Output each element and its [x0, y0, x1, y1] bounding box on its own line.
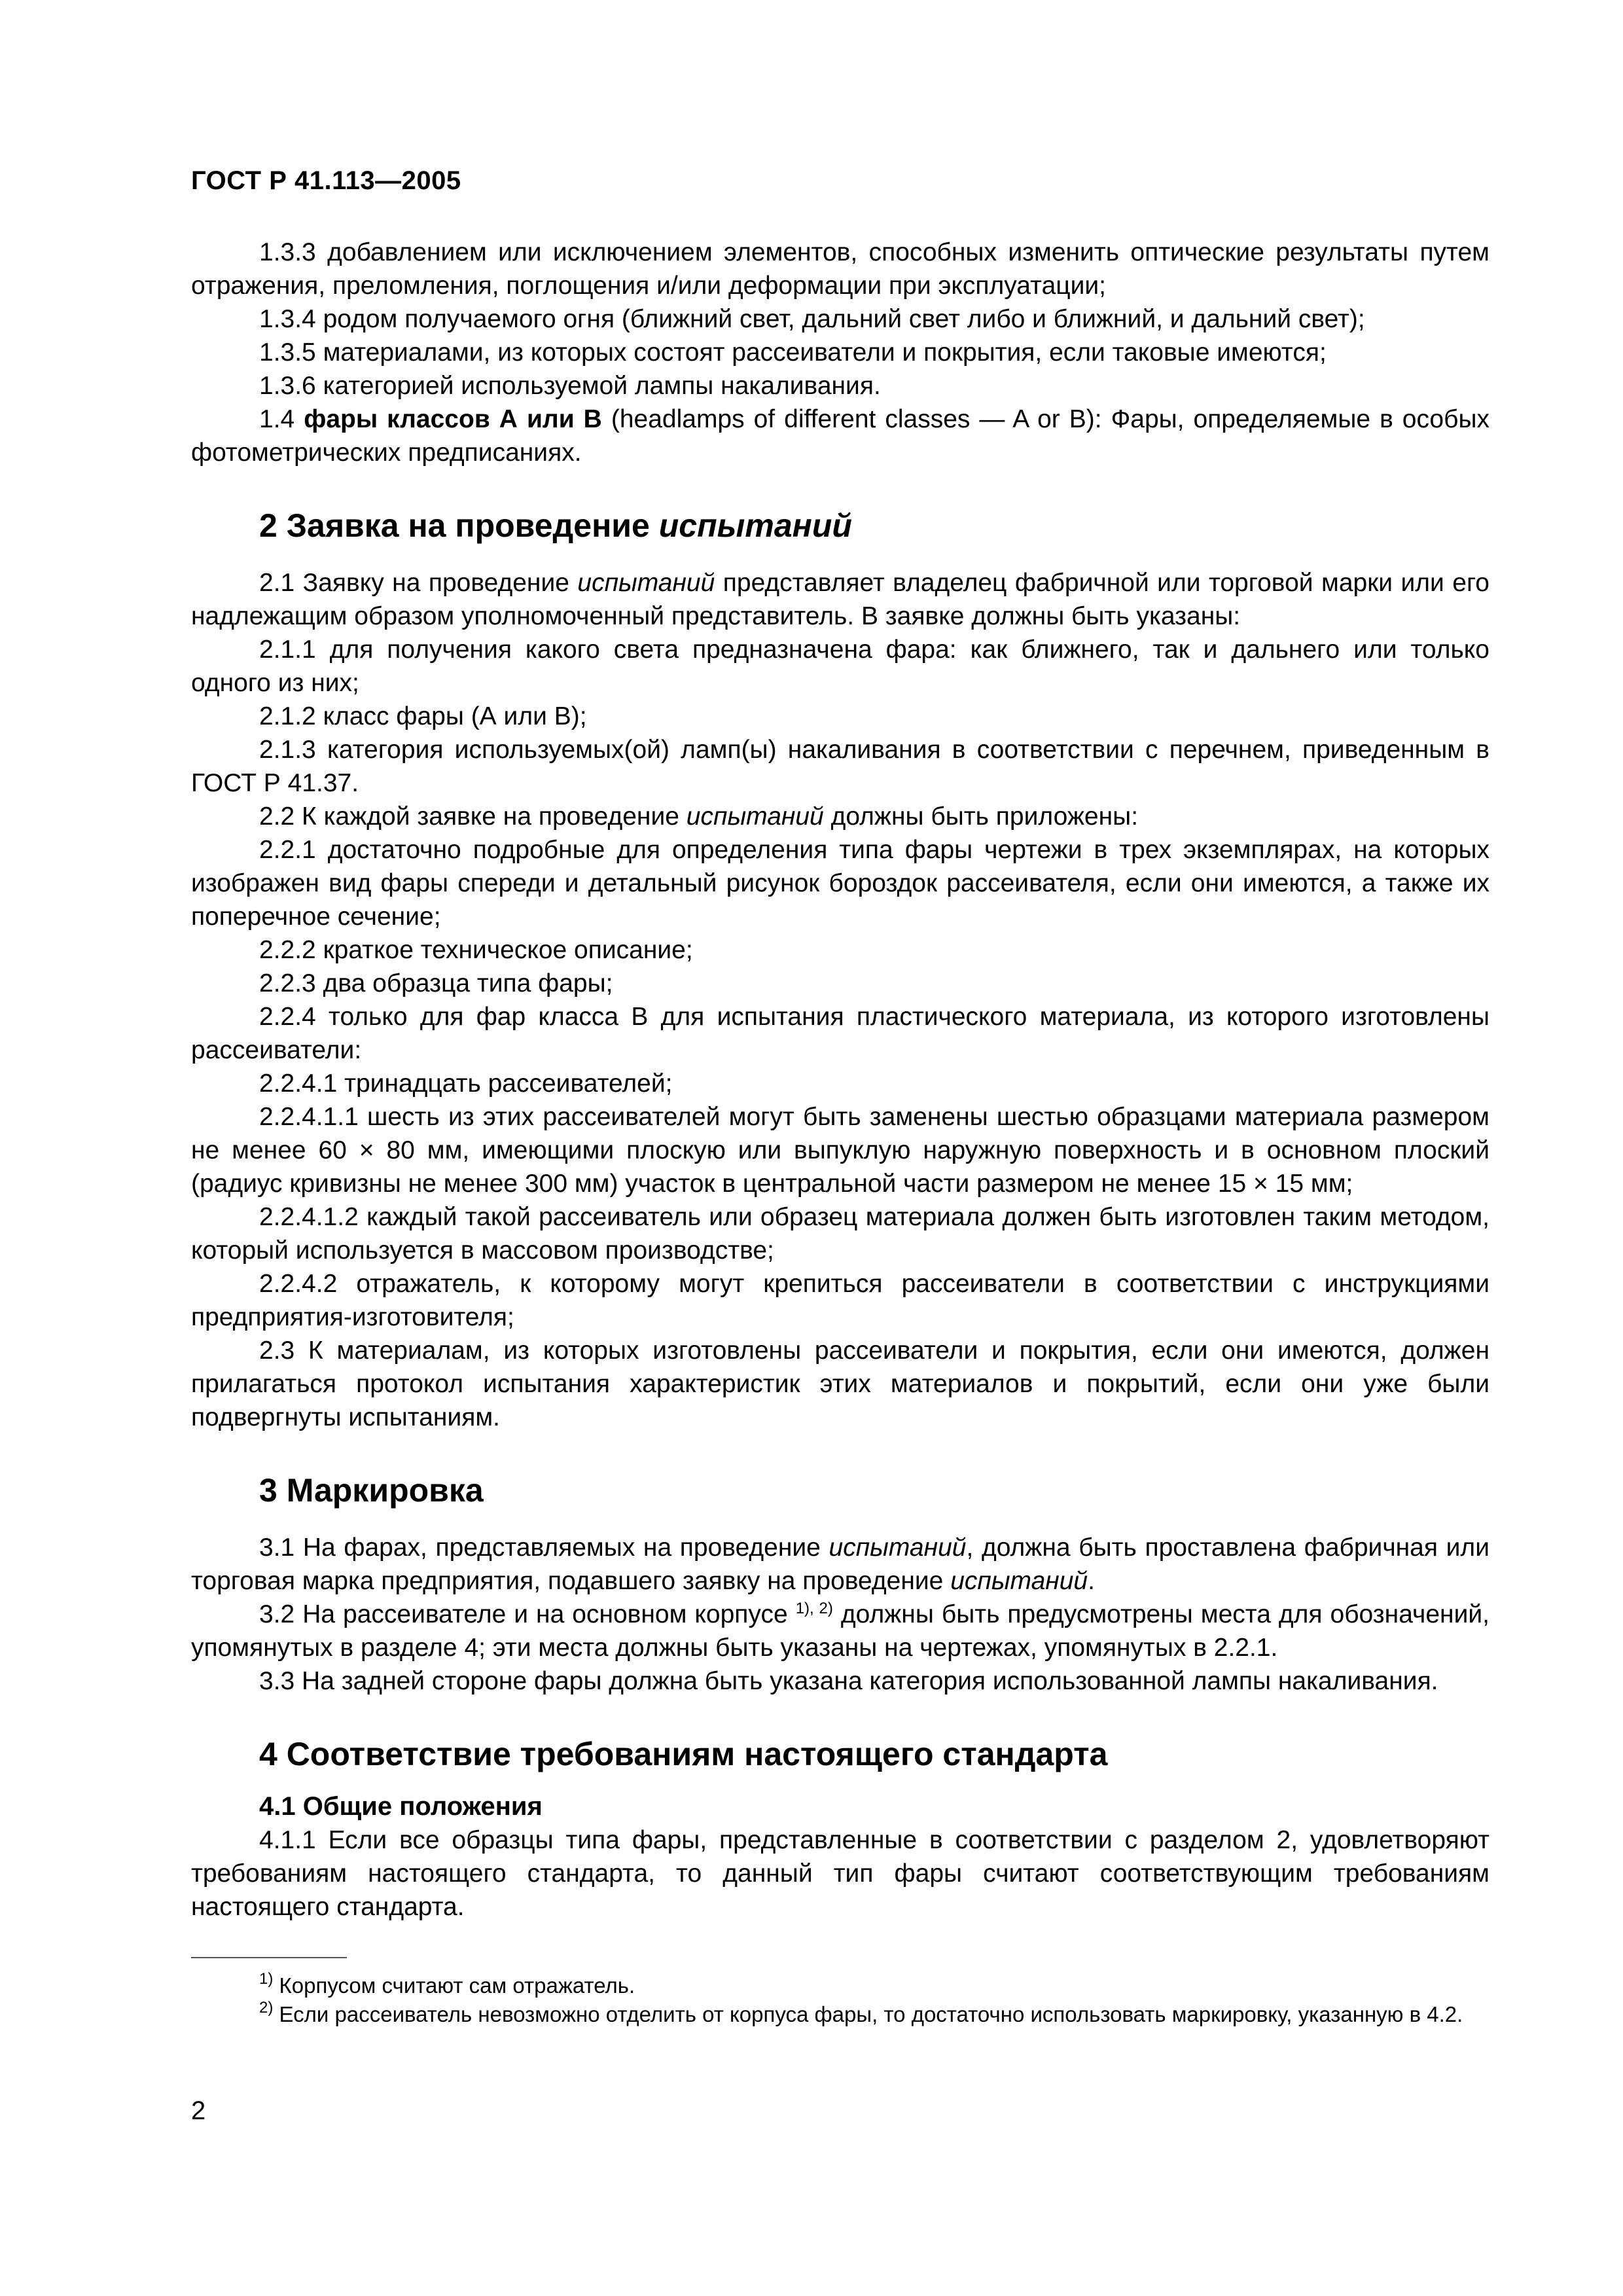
defined-term: фары классов А или В — [304, 405, 602, 433]
footnote-marker: 1) — [259, 1970, 274, 1988]
paragraph-2-1-2: 2.1.2 класс фары (А или В); — [259, 702, 587, 730]
paragraph-text: должны быть приложены: — [830, 802, 1139, 831]
paragraph-2-2-4-2: 2.2.4.2 отражатель, к которому могут крепиться рассеиватели в соответствии с инструкциями предприятия-изготовителя; — [191, 1270, 1489, 1331]
paragraph-text: 3.2 На рассеивателе и на основном корпусе — [259, 1600, 788, 1628]
paragraph-text: 2.2 К каждой заявке на проведение — [259, 802, 679, 831]
footnote-divider — [191, 1957, 347, 1958]
paragraph-2-1 — [191, 566, 1489, 633]
paragraph-text: 3.1 На фарах, представляемых на проведение — [259, 1534, 821, 1562]
paragraph-1-3-3: 1.3.3 добавлением или исключением элементов, способных изменить оптические результаты путем отражения, преломления, поглощения и/или деформации при эксплуатации; — [191, 238, 1489, 300]
footnote-text: Корпусом считают сам отражатель. — [279, 1973, 635, 1998]
section-title: Заявка на проведение — [286, 507, 650, 544]
paragraph-3-2 — [191, 1598, 1489, 1664]
emphasis-text: испытаний — [829, 1534, 967, 1562]
footnote-1 — [191, 1971, 1489, 2000]
footnotes — [191, 1971, 1489, 2029]
paragraph-2-2-4-1-2: 2.2.4.1.2 каждый такой рассеиватель или образец материала должен быть изготовлен таким методом, который используется в массовом производстве; — [191, 1203, 1489, 1265]
section-4-heading: 4 Соответствие требованиям настоящего стандарта — [259, 1736, 1108, 1772]
paragraph-2-1-3: 2.1.3 категория используемых(ой) ламп(ы) накаливания в соответствии с перечнем, приведенным в ГОСТ Р 41.37. — [191, 736, 1489, 797]
paragraph-2-1-1: 2.1.1 для получения какого света предназначена фара: как ближнего, так и дальнего или только одного из них; — [191, 636, 1489, 697]
subsection-4-1-heading: 4.1 Общие положения — [259, 1792, 543, 1821]
page-number: 2 — [191, 2096, 206, 2125]
emphasis-text: испытаний — [577, 569, 715, 597]
paragraph-4-1-1: 4.1.1 Если все образцы типа фары, представленные в соответствии с разделом 2, удовлетворяют требованиям настоящего стандарта, то данный тип фары считают соответствующим требованиям настоящего стандарта. — [191, 1826, 1489, 1921]
paragraph-2-3: 2.3 К материалам, из которых изготовлены рассеиватели и покрытия, если они имеются, должен прилагаться протокол испытания характеристик этих материалов и покрытий, если они уже были подвергнуты испытаниям. — [191, 1336, 1489, 1431]
paragraph-2-2-4-1: 2.2.4.1 тринадцать рассеивателей; — [259, 1069, 673, 1098]
paragraph-2-2-4: 2.2.4 только для фар класса В для испытания пластического материала, из которого изготовлены рассеиватели: — [191, 1003, 1489, 1064]
paragraph-text: представляет владелец фабричной или торговой марки или его надлежащим образом уполномоченный представитель. В заявке должны быть указаны: — [191, 569, 1489, 630]
paragraph-2-2-2: 2.2.2 краткое техническое описание; — [259, 936, 693, 964]
section-2-heading — [191, 506, 1489, 545]
footnote-reference[interactable]: 1), 2) — [795, 1600, 833, 1617]
paragraph-number: 1.4 — [259, 405, 295, 433]
paragraph-1-3-6: 1.3.6 категорией используемой лампы накаливания. — [259, 372, 881, 400]
footnote-marker: 2) — [259, 1999, 274, 2017]
emphasis-text: испытаний — [686, 802, 824, 831]
paragraph-3-3: 3.3 На задней стороне фары должна быть указана категория использованной лампы накаливания. — [259, 1667, 1438, 1695]
section-3-heading: 3 Маркировка — [259, 1472, 484, 1509]
paragraph-text: (headlamps of different classes — A or B): Фары, определяемые в особых фотометрических предписаниях. — [191, 405, 1489, 467]
section-number: 2 — [259, 507, 277, 544]
emphasis-text: испытаний — [950, 1567, 1088, 1595]
paragraph-2-2 — [191, 800, 1489, 833]
paragraph-text: 2.1 Заявку на проведение — [259, 569, 569, 597]
paragraph-1-4 — [191, 403, 1489, 469]
paragraph-3-1 — [191, 1531, 1489, 1598]
paragraph-text: должны быть предусмотрены места для обозначений, упомянутых в разделе 4; эти места должны быть указаны на чертежах, упомянутых в 2.2.1. — [191, 1600, 1490, 1662]
main-text — [191, 236, 1489, 1924]
footnote-text: Если рассеиватель невозможно отделить от корпуса фары, то достаточно использовать маркировку, указанную в 4.2. — [279, 2002, 1463, 2026]
paragraph-text: . — [1088, 1567, 1095, 1595]
paragraph-text: , должна быть проставлена фабричная или торговая марка предприятия, подавшего заявку на проведение — [191, 1534, 1489, 1595]
paragraph-2-2-1: 2.2.1 достаточно подробные для определения типа фары чертежи в трех экземплярах, на которых изображен вид фары спереди и детальный рисунок бороздок рассеивателя, если они имеются, а также их поперечное сечение; — [191, 836, 1489, 931]
section-title-emphasis: испытаний — [658, 507, 852, 544]
paragraph-2-2-3: 2.2.3 два образца типа фары; — [259, 969, 613, 997]
running-header: ГОСТ Р 41.113—2005 — [191, 166, 461, 195]
paragraph-1-3-5: 1.3.5 материалами, из которых состоят рассеиватели и покрытия, если таковые имеются; — [259, 338, 1327, 367]
paragraph-1-3-4: 1.3.4 родом получаемого огня (ближний свет, дальний свет либо и ближний, и дальний свет); — [259, 305, 1365, 333]
paragraph-2-2-4-1-1: 2.2.4.1.1 шесть из этих рассеивателей могут быть заменены шестью образцами материала размером не менее 60 × 80 мм, имеющими плоскую или выпуклую наружную поверхность и в основном плоский (радиус кривизны не менее 300 мм) участок в центральной части размером не менее 15 × 15 мм; — [191, 1103, 1489, 1198]
footnote-2 — [191, 2000, 1489, 2029]
